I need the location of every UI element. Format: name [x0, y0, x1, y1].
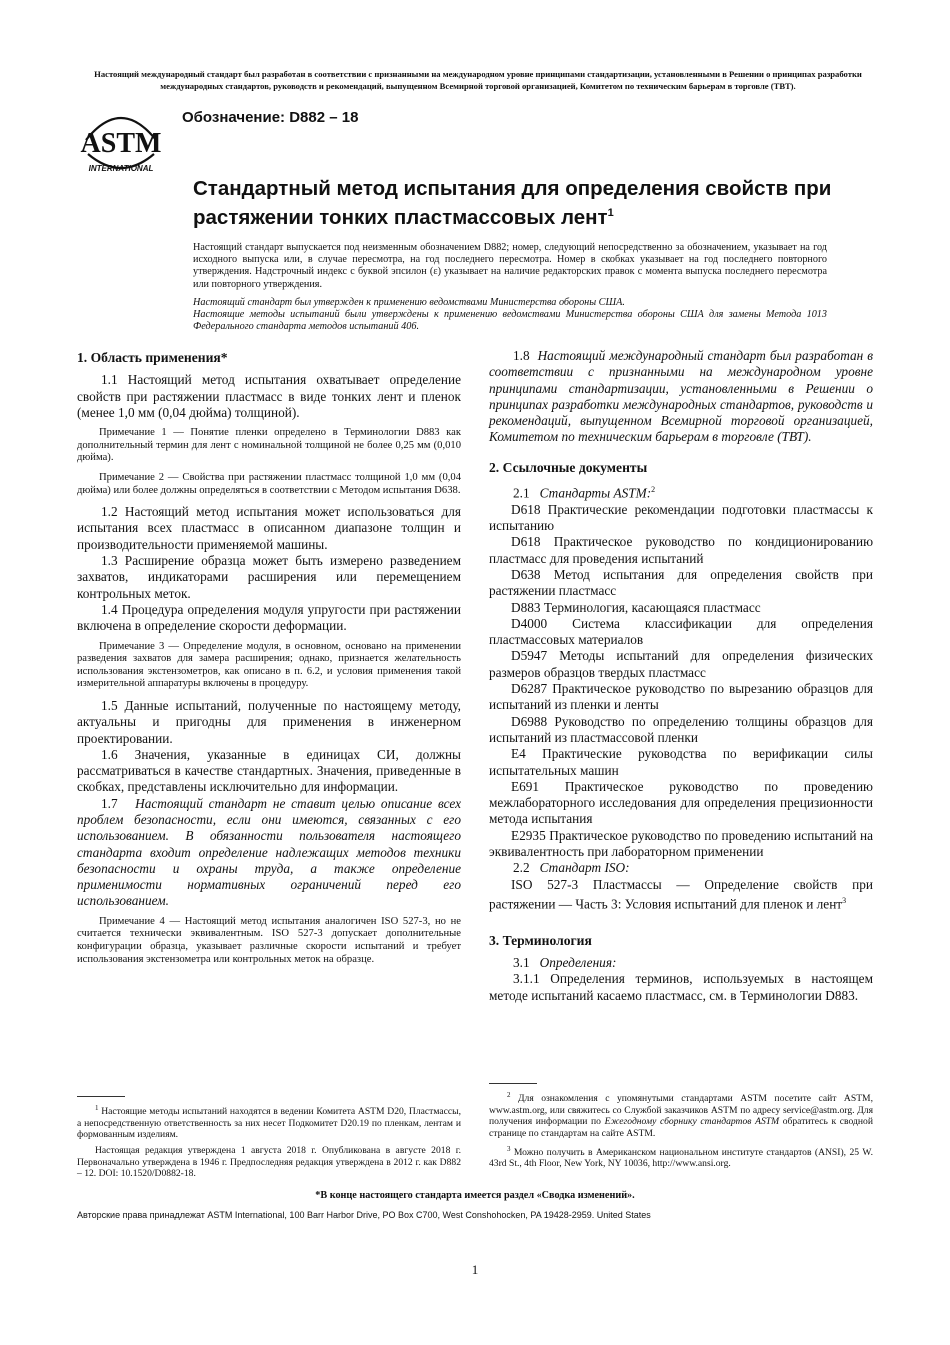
copyright-line: Авторские права принадлежат ASTM International, 100 Barr Harbor Drive, PO Box C700, West Conshohocken, PA 19428-2959. United States — [77, 1210, 651, 1220]
ref-item: D638 Метод испытания для определения свойств при растяжении пластмасс — [489, 566, 873, 599]
summary-of-changes-note: *В конце настоящего стандарта имеется раздел «Сводка изменений». — [315, 1190, 635, 1201]
para-2-1: 2.1 Стандарты ASTM:$^2$ — [513, 485, 656, 501]
logo-subtext: INTERNATIONAL — [88, 164, 154, 173]
footnote-divider — [489, 1083, 537, 1084]
ref-item: D6287 Практическое руководство по вырезанию образцов для испытаний из пленки и ленты — [489, 681, 873, 713]
right-column — [489, 348, 873, 1004]
top-notice: Настоящий международный стандарт был разработан в соответствии с признанными на международном уровне принципами стандартизации, установленными в Решении о принципах разработки международных стандартов, руководств и рекомендаций, выпущенном Всемирной торговой организацией, Комитетом по техническим барьерам в торговле (ТВТ). — [94, 69, 862, 91]
para-1-1: 1.1 Настоящий метод испытания охватывает определение свойств при растяжении пластмасс в виде тонких лент и пленок (менее 1,0 мм (0,04 дюйма) толщиной). — [77, 372, 461, 420]
para-1-4: 1.4 Процедура определения модуля упругости при растяжении включена в определение скорости деформации. — [77, 601, 461, 634]
section-3-heading: 3. Терминология — [489, 932, 592, 948]
iso-ref: ISO 527-3 Пластмассы — Определение свойств при растяжении — Часть 3: Условия испытаний для пленок и лент$^3$ — [489, 876, 873, 912]
ref-item: E691 Практическое руководство по проведению межлабораторного исследования для определения прецизионности метода испытания — [489, 778, 873, 827]
section-2-heading: 2. Ссылочные документы — [489, 459, 648, 475]
para-1-5: 1.5 Данные испытаний, полученные по настоящему методу, актуальны и пригодны для применения в инженерном проектировании. — [77, 697, 461, 746]
ref-item: D5947 Методы испытаний для определения физических размеров образцов твердых пластмасс — [489, 648, 873, 680]
intro-approval-1: Настоящий стандарт был утвержден к применению ведомствами Министерства обороны США. — [193, 296, 625, 308]
ref-item: E4 Практические руководства по верификации силы испытательных машин — [489, 746, 873, 778]
ref-item: D618 Практические рекомендации подготовки пластмассы к испытанию — [489, 501, 873, 534]
ref-item: D6988 Руководство по определению толщины образцов для испытаний из пластмассовой пленки — [489, 713, 873, 745]
footnote-3: $^3$ Можно получить в Американском национальном институте стандартов (ANSI), 25 W. 43rd St., 4th Floor, New York, NY 10036, http://www.ansi.org. — [489, 1144, 873, 1170]
astm-logo — [78, 102, 164, 174]
page-number: 1 — [471, 1262, 479, 1277]
para-1-7: 1.7 Настоящий стандарт не ставит целью описание всех проблем безопасности, если они имеются, связанных с его использованием. В обязанности пользователя настоящего стандарта входит определение надлежащих методов техники безопасности и охраны труда, а также определение применимости нормативных ограничений перед его использованием. — [77, 795, 461, 909]
footnotes-left — [77, 1096, 461, 1184]
ref-item: E2935 Практическое руководство по проведению испытаний на эквивалентность при лабораторном применении — [489, 827, 873, 860]
document-title: Стандартный метод испытания для определения свойств при растяжении тонких пластмассовых лент$^1$ — [193, 177, 832, 229]
footnote-divider — [77, 1096, 125, 1097]
para-3-1: 3.1 Определения: — [513, 954, 617, 970]
section-1-heading: 1. Область применения* — [77, 350, 228, 365]
ref-item: D4000 Система классификации для определения пластмассовых материалов — [489, 615, 873, 648]
para-1-8: 1.8 Настоящий международный стандарт был разработан в соответствии с признанными на международном уровне принципами стандартизации, установленными в Решении о принципах разработки международных стандартов, руководств и рекомендаций, выпущенном Всемирной торговой организацией, Комитетом по техническим барьерам в торговле (ТВТ). — [489, 348, 873, 445]
left-column — [77, 348, 461, 973]
footnote-1-edition: Настоящая редакция утверждена 1 августа 2018 г. Опубликована в августе 2018 г. Первоначально утверждена в 1946 г. Предпоследняя редакция утверждена в 2012 г. как D882 – 12. DOI: 10.1520/D0882-18. — [77, 1144, 461, 1180]
intro-paragraph: Настоящий стандарт выпускается под неизменным обозначением D882; номер, следующий непосредственно за обозначением, указывает на год исходного выпуска или, в случае пересмотра, на год последнего пересмотра. Номер в скобках указывает на год последнего повторного утверждения. Надстрочный индекс с буквой эпсилон (ε) указывает на наличие редакторских правок с момента выпуска последнего пересмотра или повторного утверждения. — [193, 242, 827, 290]
para-1-6: 1.6 Значения, указанные в единицах СИ, должны рассматриваться в качестве стандартных. Значения, приведенные в скобках, представлены исключительно для информации. — [77, 746, 461, 795]
para-1-2: 1.2 Настоящий метод испытания может использоваться для испытания всех пластмасс в описанном диапазоне толщин и производительности применяемой машины. — [77, 504, 461, 552]
note-3: Примечание 3 — Определение модуля, в основном, основано на применении разведения захватов для замера расширения; однако, признается желательность использования экстензометров, как описано в п. 6.2, и условия применения такой измерительной аппаратуры включены в процедуру. — [77, 640, 461, 690]
footnote-2: $^2$ Для ознакомления с упомянутыми стандартами ASTM посетите сайт ASTM, www.astm.org, или свяжитесь со Службой заказчиков ASTM по адресу service@astm.org. Для получения информации по Ежегодному сборнику стандартов ASTM обратитесь к сводной странице по стандартам на сайте ASTM. — [489, 1091, 873, 1139]
footnote-1: $^1$ Настоящие методы испытаний находятся в ведении Комитета ASTM D20, Пластмассы, а непосредственную ответственность за них несет Подкомитет D20.19 по пленкам, лентам и формованным изделиям. — [77, 1104, 461, 1141]
designation: Обозначение: D882 – 18 — [182, 109, 359, 126]
ref-item: D883 Терминология, касающаяся пластмасс — [511, 599, 761, 615]
intro-approval-2: Настоящие методы испытаний были утверждены к применению ведомствами Министерства обороны США для замены Метода 1013 Федерального стандарта методов испытаний 406. — [193, 309, 827, 333]
logo-text: ASTM — [80, 128, 162, 159]
note-4: Примечание 4 — Настоящий метод испытания аналогичен ISO 527-3, но не считается технически эквивалентным. ISO 527-3 допускает дополнительные конфигурации образца, указывает различные скорости испытаний и требует использования экстензометра или контрольных меток на образце. — [77, 915, 461, 965]
footnotes-right — [489, 1083, 873, 1174]
para-3-1-1: 3.1.1 Определения терминов, используемых в настоящем методе испытаний касаемо пластмасс, см. в Терминологии D883. — [489, 971, 873, 1003]
note-2: Примечание 2 — Свойства при растяжении пластмасс толщиной 1,0 мм (0,04 дюйма) или более должны определяться в соответствии с Методом испытания D638. — [77, 471, 461, 496]
intro-block — [193, 242, 827, 333]
para-2-2: 2.2 Стандарт ISO: — [513, 860, 630, 876]
ref-item: D618 Практическое руководство по кондиционированию пластмасс для проведения испытаний — [489, 534, 873, 566]
note-1: Примечание 1 — Понятие пленки определено в Терминологии D883 как дополнительный термин для лент с номинальной толщиной не более 0,25 мм (0,010 дюйма). — [77, 427, 461, 464]
para-1-3: 1.3 Расширение образца может быть измерено разведением захватов, индикаторами расширения или перемещением контрольных меток. — [77, 553, 461, 601]
